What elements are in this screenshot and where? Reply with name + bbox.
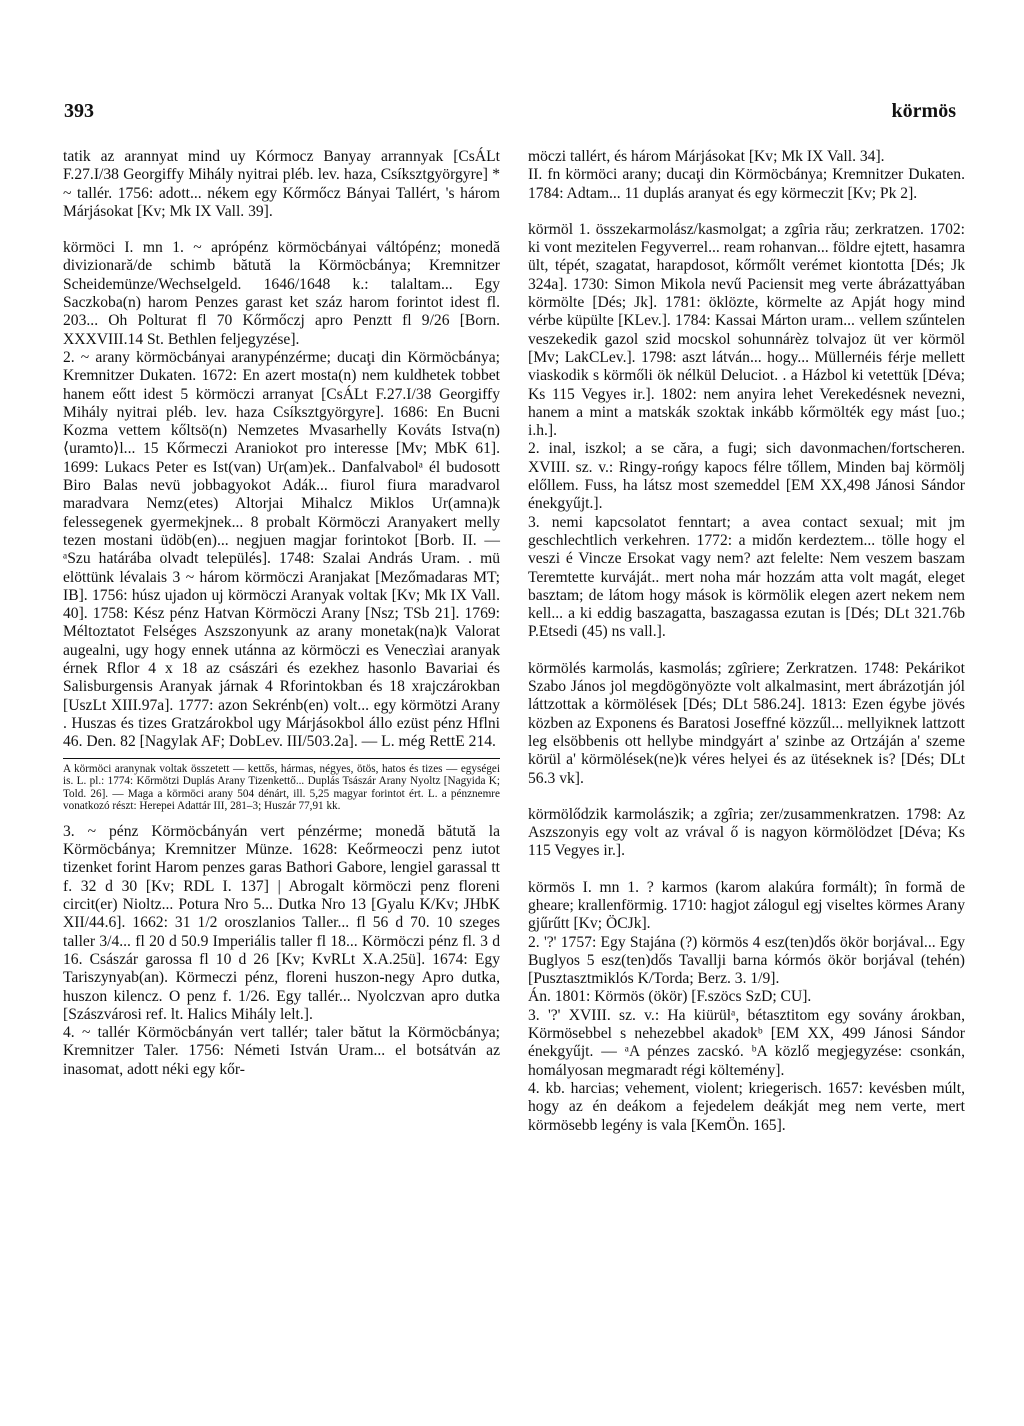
dictionary-paragraph: 2. '?' 1757: Egy Stajána (?) körmös 4 esz(ten)dős ökör borjával... Egy Buglyos 5 esz(ten)dős Tavallji barna kórmós ökör borjával (tehén) [Pusztasztmiklós K/Torda; Berz. 3. 1/9]. — [528, 933, 965, 988]
footnote: A körmöci aranynak voltak összetett — kettős, hármas, négyes, ötös, hatos és tizes — egységei is. L. pl.: 1774: Kőrmötzi Duplás Arany Tizenkettő... Duplás Tsászár Arany Nyoltz [Nagyida K; Told. 26]. — Maga a körmöci arany 504 dénárt, ill. 5,25 magyar forintot ért. L. a pénznemre vonatkozó részt: Herepei Adattár III, 281–3; Huszár 77,91 kk. — [63, 762, 500, 813]
dictionary-paragraph: 2. ~ arany körmöcbányai aranypénzérme; ducaţi din Körmöcbánya; Kremnitzer Dukaten. 1672: En azert mosta(n) nem kuldhetek tobbet hanem eőtt idest 5 körmöczi arranyat [CsÁLt F.27.I/38 Georgiffy Mihály nyitrai pléb. lev. haza Csíksztgyörgyre]. 1686: En Bucni Kozma vettem kőltsö(n) Nemzetes Mvasarhelly Kováts Istva(n) ⟨uramto⟩l... 15 Kőrmeczi Araniokot pro interesse [Mv; MbK 61]. 1699: Lukacs Peter es Ist(van) Ur(am)ek.. Danfalvabolᵃ él budosott Biro Balas nevü jobbagyokot Adák... fiurol fiura maradvarol maradvara Nemz(etes) Altorjai Mihalcz Miklos Ur(amna)k felessegenek gyermekjnek... 8 probalt Körmöczi Aranyakert melly tezen mostani üdöb(en)... negjuen magjar forintokot [Borb. II. — ᵃSzu határába olvadt település]. 1748: Szalai András Uram. . mü elöttünk lévalais 3 ~ három körmöczi Aranjakat [Mezőmadaras MT; IB]. 1756: húsz ujadon uj körmöczi Aranyak voltak [Kv; Mk IX Vall. 40]. 1758: Kész pénz Hatvan Körmöczi Arany [Nsz; TSb 21]. 1769: Méltoztatot Felséges Aszszonyunk az arany monetak(na)k Valorat augealni, ugy hogy ennek utánna az körmöczi es Veneczìai aranyak érnek Rflor 4 x 18 az császári és ezekhez hasonlo Bavariai és Salisburgensis Aranyak járnak 4 Rforintokban és 18 xrajczárokban [UszLt XIII.97a]. 1777: azon Sekrénb(en) volt... egy körmötzi Arany . Huszas és tizes Gratzárokbol ugy Márjásokbol állo ezüst pénz Hflni 46. Den. 82 [Nagylak AF; DobLev. III/503.2a]. — L. még RettE 214. — [63, 348, 500, 751]
page-number: 393 — [64, 100, 94, 122]
dictionary-paragraph: körmölődzik karmolászik; a zgîria; zer/zusammenkratzen. 1798: Az Aszszonyis egy volt az vrával ő is nagyon körmölödzet [Déva; Ks 115 Vegyes ir.]. — [528, 805, 965, 860]
dictionary-paragraph: 4. ~ tallér Körmöcbányán vert tallér; taler bătut la Körmöcbánya; Kremnitzer Taler. 1756: Németi István Uram... el botsátván az inasomat, adott néki egy kőr- — [63, 1024, 500, 1078]
dictionary-paragraph: Án. 1801: Körmös (ökör) [F.szöcs SzD; CU]. — [528, 988, 812, 1006]
dictionary-paragraph: 3. nemi kapcsolatot fenntart; a avea contact sexual; mit jm geschlechtlich verkehren. 1772: a midőn kerdeztem... tölle hogy el veszi é Vincze Ersokat vagy nem? azt felelte: Nem veszem baszam Teremtette kurváját.. mert noha már hozzám atta volt magát, eleget basztam; de látom hogy mások is körmölik elegen azert nekem nem kell... a ki eddig baszagatta, baszagassa ezutan is [Dés; DLt 321.76b P.Etsedi (45) ns vall.]. — [528, 513, 965, 641]
spacer — [63, 813, 500, 823]
running-headword: körmös — [891, 100, 956, 122]
right-column — [528, 148, 965, 1135]
dictionary-paragraph: körmöl 1. összekarmolász/kasmolgat; a zgîria rău; zerkratzen. 1702: ki vont mezitelen Fegyverrel... ream rohanvan... földre ejtett, hasamra ült, tépét, szagatat, harapdosot, kőrmőlt verémet kiontotta [Dés; Jk 324a]. 1730: Simon Mikola nevű Paciensit meg verte ábrázattyában körmölte [Dés; Jk]. 1781: öklözte, körmelte az Apját hogy mind vérbe küpülte [KLev.]. 1784: Kassai Márton uram... vellem szűntelen veszekedik gazol szid mocskol sohunnárèz tolvajoz üt ver körmöl [Mv; LakCLev.]. 1798: aszt látván... hogy... Müllernéis férje mellett viaskodik s körmőli ök nélkül Deluciot. . a Házbol ki vetettük [Déva; Ks 115 Vegyes ir.]. 1802: nem anyira lehet Verekedésnek nevezni, hanem a mint a matskák szoktak inkább kőrmölték egy mást [uo.; i.h.]. — [528, 220, 965, 440]
dictionary-paragraph: 3. ~ pénz Körmöcbányán vert pénzérme; monedă bătută la Körmöcbánya; Kremnitzer Münze. 1628: Keőrmeoczi penz iutot tizenket forint Harom penzes garas Bathori Gabore, lengiel garassal tt f. 32 d 30 [Kv; RDL I. 137] | Abrogalt körmöczi penz floreni circit(er) Nioltz... Potura Nro 5... Dutka Nro 13 [Gyalu K/Kv; JHbK XII/44.6]. 1662: 31 1/2 oroszlanios Taller... fl 56 d 70. 10 szeges taller 3/4... fl 20 d 50.9 Imperiális taller fl 18... Körmöczi pénz fl. 3 d 16. Császár garossa fl 10 d 26 [Kv; KvRLt X.A.25ü]. 1674: Egy Tariszynyab(an). Körmeczi pénz, floreni huszon-negy Apro dutka, huszon kilencz. O penz f. 1/26. Egy tallér... Nyolczvan apro dutka [Szászvárosi ref. lt. Halics Mihály lelt.]. — [63, 822, 500, 1023]
dictionary-paragraph: körmölés karmolás, kasmolás; zgîriere; Zerkratzen. 1748: Pekárikot Szabo János jol megdögönyözte volt alkalmasint, mert ábrázotján jól láttzottak a körmölések [Dés; DLt 586.24]. 1813: Ezen égybe jövés közben az Exponens és Baratosi Joseffné közzűl... mellyiknek lattzott leg elsöbbenis ott hellybe mindgyárt a' szinbe az Ortzáján a' szeme körül a' körmölések(ne)k véres helyei és az ütéseknek is? [Dés; DLt 56.3 vk]. — [528, 659, 965, 787]
dictionary-paragraph: körmös I. mn 1. ? karmos (karom alakúra formált); în formă de gheare; krallenförmig. 1710: hagjot zálogul egj viseltes körmes Arany gjűrűtt [Kv; ÖCJk]. — [528, 878, 965, 933]
dictionary-paragraph: tatik az arannyat mind uy Kórmocz Banyay arrannyak [CsÁLt F.27.I/38 Georgiffy Mihály nyitrai pléb. lev. haza, Csíksztgyörgyre] * ~ tallér. 1756: adott... nékem egy Kőrmőcz Bányai Tallért, 's három Márjásokat [Kv; Mk IX Vall. 39]. — [63, 148, 500, 220]
dictionary-paragraph: 4. kb. harcias; vehement, violent; kriegerisch. 1657: kevésben múlt, hogy az én deákom a fejedelem deákját meg nem verte, mert körmösebb legény is vala [KemÖn. 165]. — [528, 1079, 965, 1134]
dictionary-paragraph: II. fn körmöci arany; ducaţi din Körmöcbánya; Kremnitzer Dukaten. 1784: Adtam... 11 duplás aranyat és egy körmeczit [Kv; Pk 2]. — [528, 166, 965, 202]
spacer — [528, 788, 965, 806]
left-column — [63, 148, 500, 1079]
dictionary-paragraph: möczi tallért, és három Márjásokat [Kv; Mk IX Vall. 34]. — [528, 148, 885, 165]
dictionary-paragraph: 2. inal, iszkol; a se căra, a fugi; sich davonmachen/fortscheren. XVIII. sz. v.: Ringy-rońgy kapocs félre tőllem, Minden baj körmölj előllem. Fuss, ha látsz most szemeddel [EM XX,498 Jánosi Sándor énekgyűjt.]. — [528, 440, 965, 513]
footnote-rule — [63, 758, 500, 759]
spacer — [528, 642, 965, 660]
spacer — [63, 221, 500, 239]
dictionary-paragraph: 3. '?' XVIII. sz. v.: Ha kiürülᵃ, bétasztitom egy sovány árokban, Körmösebbel s nehezebbel akadokᵇ [EM XX, 499 Jánosi Sándor énekgyűjt. — ᵃA pénzes zacskó. ᵇA közlő megjegyzése: csonkán, homályosan megmaradt régi költemény]. — [528, 1006, 965, 1079]
spacer — [528, 861, 965, 879]
spacer — [528, 203, 965, 221]
dictionary-paragraph: körmöci I. mn 1. ~ aprópénz körmöcbányai váltópénz; monedă divizionară/de schimb bătută la Körmöcbánya; Kremnitzer Scheidemünze/Wechselgeld. 1646/1648 k.: talaltam... Egy Saczkoba(n) harom Penzes garast ket száz harom forintot idest fl. 203... Oh Polturat fl 70 Kőrmőczj apro Penztt fl 9/26 [Born. XXXVIII.14 St. Bethlen feljegyzése]. — [63, 239, 500, 348]
